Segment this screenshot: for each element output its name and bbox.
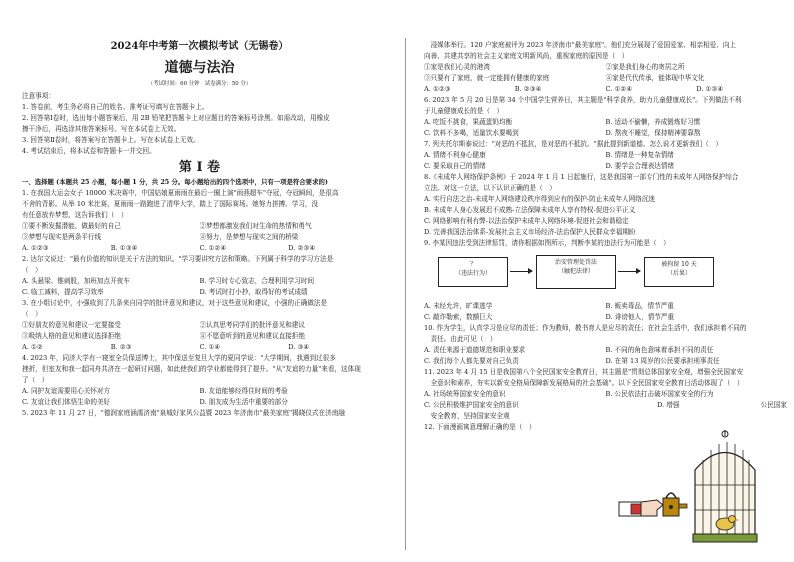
option: ②认真思考同学们的批评意见和建议 (199, 321, 305, 329)
option: B. 适动不偷懒，养成锻炼好习惯 (605, 118, 701, 126)
option: A. 情绪不利身心健康 (424, 151, 486, 159)
question-stem: 4. 2023 年，同济大学有一寝室全员保送博士，其中保送至复旦大学的夏同学说："大学期间，我遇到过很多 (22, 354, 336, 362)
answer-choice: C. ①②④ (605, 85, 633, 93)
answer-choice: A. ①② (22, 343, 43, 351)
option: A. 责任来源于道德规范和职业要求 (424, 346, 526, 354)
birdcage-icon (617, 430, 767, 548)
question-stem: 了（ ） (22, 376, 49, 384)
answer-choice: B. ②③ (110, 343, 132, 351)
answer-choice: D. ②③④ (288, 244, 316, 252)
question-stem: （ ） (22, 266, 42, 274)
flow-arrow (510, 271, 532, 272)
question-stem: 11. 2023 年 4 月 15 日是我国第八个全民国家安全教育日，其主题是"贯彻总体国家安全观，增强全民国家安 (424, 368, 744, 376)
flow-box-text: （触犯法律） (557, 268, 594, 275)
option: ①要不断发掘潜能，做最好的自己 (22, 222, 121, 230)
option: A. 吃饭不挑食，果蔬蛋奶均衡 (424, 118, 513, 126)
question-8 (424, 172, 787, 238)
option: C. 敲诈勒索，数额巨大 (424, 313, 493, 321)
question-7 (424, 139, 787, 172)
option: C. 公民积极维护国家安全的意识 (424, 401, 519, 409)
answer-choice: C. ①④ (199, 343, 221, 351)
option-fragment: 公民国家 (760, 401, 787, 409)
question-5-continued (424, 40, 787, 95)
question-stem: 5. 2023 年 11 月 27 日，"德润家庭涵濡济南"泉城好家风公益暨 2023 年济南市"最美家庭"揭晓仪式在济南融 (22, 409, 345, 417)
note-line: 擦干净后，再选涂其他答案标号。写在本试卷上无效。 (22, 125, 181, 133)
option: B. 不同的角色意味着承担不同的责任 (605, 346, 714, 354)
penalty-flowchart (438, 251, 787, 299)
left-column (0, 0, 385, 562)
answer-choice: B. ①③④ (110, 244, 138, 252)
question-stem: 10. 作为学生，认真学习是应尽的责任；作为教师，教书育人是应尽的责任；在社会生活中，我们承担着不同的 (424, 324, 747, 332)
question-stem: 浸媒体举行。120 户家庭被评为 2023 年济南市"最美家庭"。他们充分展现了爱国爱家、相亲相爱、向上 (424, 41, 737, 49)
option: D. 在第 13 周岁的公民要承担刑事责任 (605, 357, 720, 365)
option: D. 诽谤他人，情节严重 (605, 313, 675, 321)
option: ④不愿意听到的意见和建议直接拒绝 (199, 332, 305, 340)
part-one-label: 第 I 卷 (178, 160, 221, 175)
question-stem: 7. 列夫托尔斯泰说过："对恶的不抵抗，是对恶的不抵抗。"据此提到新道德、怎么说才更新我们（ ） (424, 140, 722, 148)
flow-box-text: （违法行为） (454, 270, 491, 277)
flow-box-law (536, 255, 616, 289)
option: B. 未成年人身心发展迟不成熟-立法保障未成年人享有特权-促进公平正义 (424, 206, 636, 214)
flow-box-result (644, 257, 714, 287)
question-3 (22, 298, 377, 353)
question-stem: 立法。对这一立法，以下认识正确的是（ ） (424, 184, 556, 192)
question-stem: 责任。由此可见（ ） (424, 335, 497, 343)
answer-choice: A. ①②③ (424, 85, 451, 93)
flow-box-text: （后果） (666, 270, 691, 277)
option: A. 头悬梁、锥刺股，加班加点开夜车 (22, 277, 130, 285)
exam-meta: （考试时间：60 分钟 试卷满分：50 分） (147, 81, 252, 87)
option-fragment: 安全教育，坚持国家安全观 (424, 412, 510, 420)
option: ③吸纳人格的意见和建议选择拒绝 (22, 332, 121, 340)
option: C. 要采取自己的情绪 (424, 162, 486, 170)
question-stem: 6. 2023 年 5 月 20 日是第 34 个中国学生营养日，其主题是"科学食养，助力儿童健康成长"。下列做法不利 (424, 96, 742, 104)
question-9 (424, 238, 787, 323)
option: B. 友谊能够经得住时间的考验 (199, 387, 288, 395)
section-heading: 一、选择题 (本题共 25 小题，每小题 1 分，共 25 分。每小题给出的四个选项中，只有一项是符合要求的) (22, 178, 328, 186)
option: A. 未经允许，旷课逃学 (424, 302, 493, 310)
answer-choice: B. ②③④ (514, 85, 542, 93)
note-line: 2. 回答第Ⅰ卷时，选出每小题答案后，用 2B 铅笔把答题卡上对应题目的答案标号涂黑。如需改动，用橡皮 (22, 114, 330, 122)
option: C. 友谊让我们体悟生命的美好 (22, 398, 111, 406)
answer-choice: A. ①②③ (22, 244, 49, 252)
option: C. 网络影响有利有弊-以法治保护未成年人网络环境-促进社会和谐稳定 (424, 217, 629, 225)
question-stem: 3. 在小组讨论中，小强收到了几条来自同学的批评意见和建议，对于这些意见和建议，小强的正确做法是 (22, 299, 328, 307)
option: ②家是我们身心的寄居之所 (605, 63, 685, 71)
question-stem: 有任意放弃梦想，这告诉我们（ ） (22, 211, 128, 219)
option: ④家是代代传承，能体现中华文化 (605, 74, 705, 82)
option: C. 饮料不多喝，适量饮水要喝到 (424, 129, 519, 137)
option: B. 情绪是一种复杂情绪 (605, 151, 674, 159)
option: ②梦想都激发我们对生命的热情和勇气 (199, 222, 312, 230)
option: D. 完善我国法治体系-发展社会主义市场经济-法治保护人民群众幸福期盼 (424, 228, 636, 236)
question-stem: 1. 在我国大运会女子 10000 米决赛中，中国姑娘夏雨雨在最后一圈上演"雨燕超车"夺冠，夺冠瞬间，是很高 (22, 189, 339, 197)
question-1 (22, 188, 377, 254)
birdcage-cartoon (617, 430, 767, 548)
option: ③只要有了家庭，就一定能拥有健康的家庭 (424, 74, 550, 82)
answer-choice: C. ①②④ (199, 244, 227, 252)
question-2 (22, 254, 377, 298)
answer-choice: D. ③④ (288, 343, 310, 351)
option: D. 朋友成为生活中重要的部分 (199, 398, 288, 406)
option: C. 临工减料，提高学习效率 (22, 288, 104, 296)
column-divider (405, 38, 406, 550)
flow-box-text: 治安管理处罚法 (554, 259, 597, 266)
option: D. 要学会合理表达情绪 (605, 162, 675, 170)
question-10 (424, 323, 787, 367)
right-column (412, 0, 794, 562)
answer-choice: D. ①③④ (696, 85, 724, 93)
option: ④努力，是梦想与现实之间的桥梁 (199, 233, 299, 241)
question-stem: 9. 李某因违法受到法律惩罚，请你根据如图所示，判断李某的违法行为可能是（ ） (424, 239, 670, 247)
option: ①好朋友的意见和建议一定要接受 (22, 321, 121, 329)
question-11 (424, 367, 787, 422)
flow-box-violation (438, 257, 508, 287)
question-stem: 8.《未成年人网络保护条例》于 2024 年 1 月 1 日起施行，这是我国第一部专门性的未成年人网络保护综合 (424, 173, 739, 181)
option: D. 考试时打小抄，取得好的考试成绩 (199, 288, 308, 296)
flow-box-text: ？ (469, 261, 476, 268)
question-stem: 12. 下面漫画寓意理解正确的是（ ） (424, 423, 536, 431)
question-stem: 2. 达尔文说过："最有价值的知识是关于方法的知识。"学习要讲究方法和策略。下列属于科学的学习方法是 (22, 255, 334, 263)
option: D. 熬夜不睡觉，保持精神要靠熬 (605, 129, 701, 137)
question-stem: 挫折，但室友和我一起同舟共济在一起研讨问题，如此使我们的学业都能得到了提升。"从"友谊的力量"来看，这体现 (22, 365, 361, 373)
question-6 (424, 95, 787, 139)
question-stem: 于儿童健康成长的是（ ） (424, 107, 504, 115)
option: D. 增强 (657, 401, 680, 409)
option: A. 实行自法之治-未成年人网络建设秩序得到应有的保护-防止未成年人网络沉迷 (424, 195, 656, 203)
question-stem: 全意识和素养，夯实以新安全格局保障新发展格局的社会基础"。以下全民国家安全教育日活动体现了（ ） (424, 379, 744, 387)
question-stem: 向善、共建共享的社会主义家庭文明新风尚，重视家庭的原因是（ ） (424, 52, 629, 60)
option: ①家是我们心灵的港湾 (424, 63, 490, 71)
question-stem: （ ） (22, 310, 42, 318)
notes-heading: 注意事项： (22, 92, 55, 100)
option: B. 贩卖毒品，情节严重 (605, 302, 674, 310)
note-line: 3. 回答第Ⅱ卷时，将答案写在答题卡上。写在本试卷上无效。 (22, 136, 200, 144)
option: A. 社场统筹国家安全的意识 (424, 390, 506, 398)
exam-title: 2024年中考第一次模拟考试（无锡卷） (110, 41, 289, 52)
option: C. 我们每个人都先要对自己负责 (424, 357, 519, 365)
option: A. 同护友谊需要用心关怀对方 (22, 387, 111, 395)
flow-box-text: 被拘留 10 天 (661, 261, 697, 268)
question-stem: 不舍的背影。从举 10 米比赛，夏雨雨一路跑进了清华大学，踏上了国际赛场。她努力拼搏、学习，没 (22, 200, 319, 208)
note-line: 1. 答卷前，考生务必将自己的姓名、准考证号填写在答题卡上。 (22, 103, 209, 111)
note-line: 4. 考试结束后，将本试卷和答题卡一并交回。 (22, 147, 156, 155)
option: ③梦想与现实是两条平行线 (22, 233, 102, 241)
question-5 (22, 408, 377, 419)
exam-subject: 道德与法治 (164, 60, 235, 76)
option: B. 公民依法打击破坏国家安全的行为 (605, 390, 714, 398)
option: B. 学习时专心致志，合理利用学习时间 (199, 277, 315, 285)
flow-arrow (618, 271, 640, 272)
question-4 (22, 353, 377, 408)
